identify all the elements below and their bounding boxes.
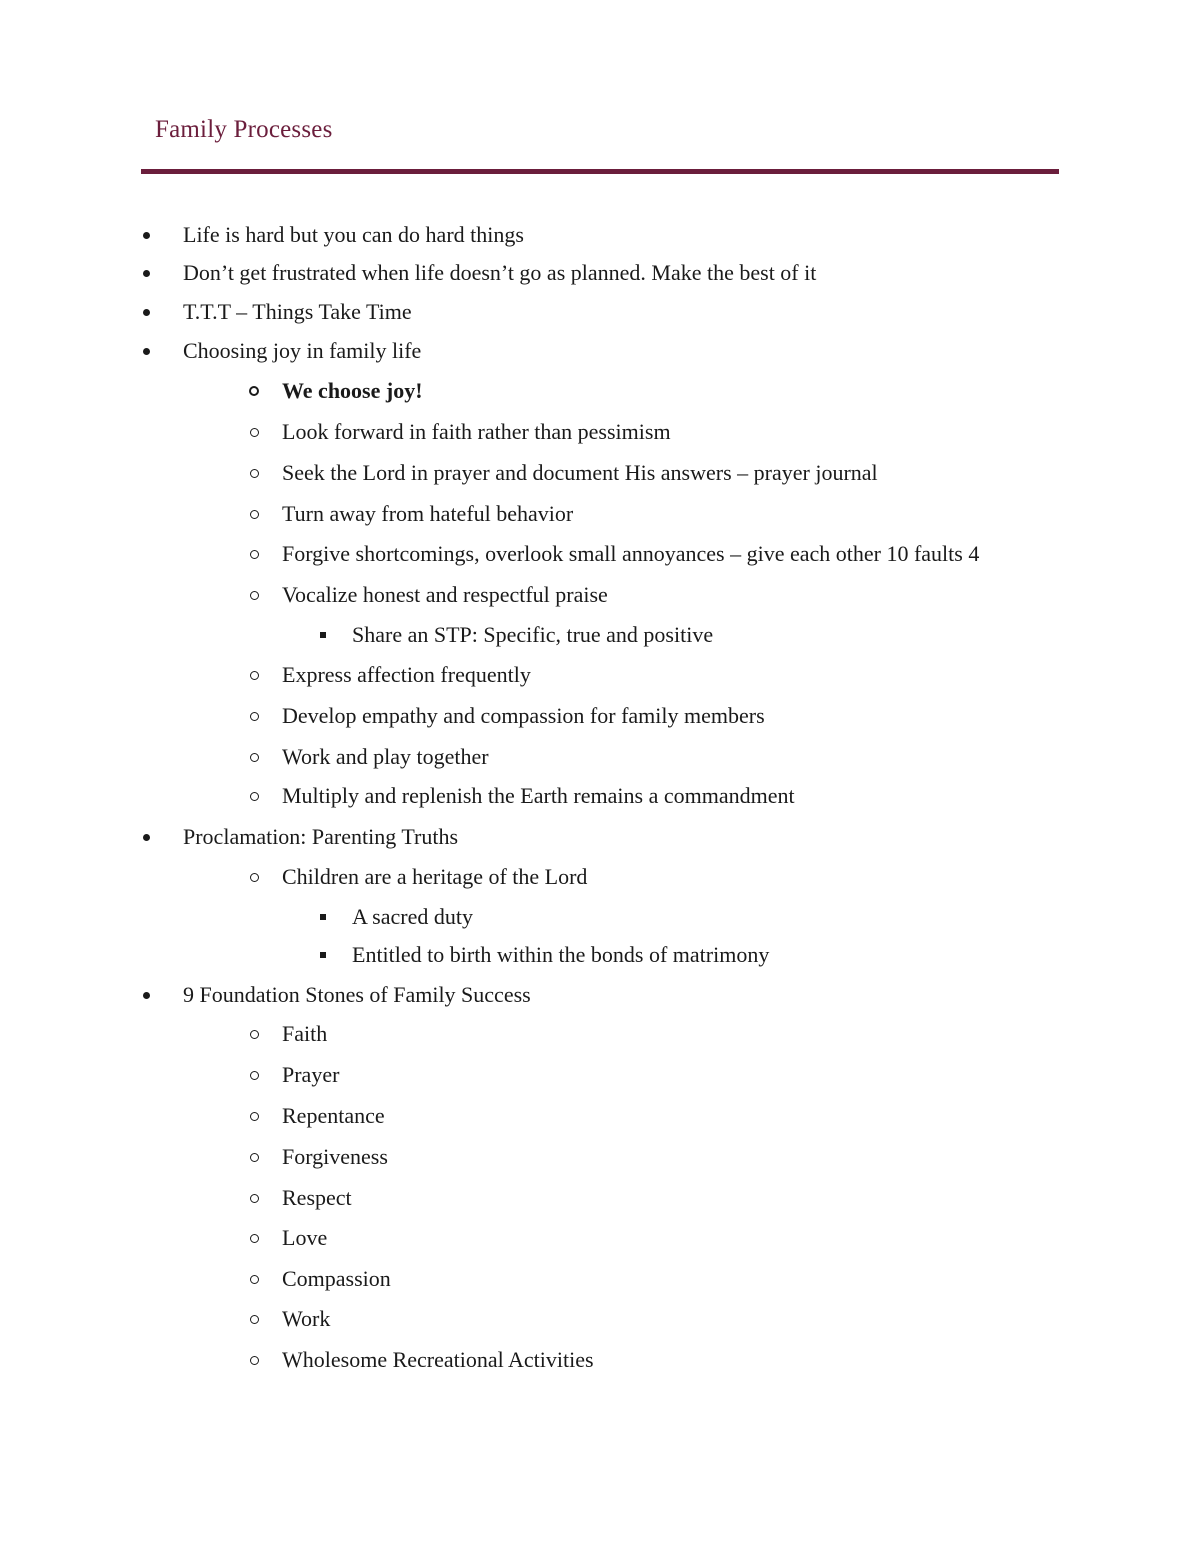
list-item-text: Look forward in faith rather than pessimism: [282, 419, 671, 444]
list-item-text: Multiply and replenish the Earth remains a commandment: [282, 783, 795, 808]
bullet-circle-icon: [248, 539, 260, 569]
list-item-text: 9 Foundation Stones of Family Success: [183, 982, 531, 1007]
bullet-circle-icon: [248, 660, 260, 690]
bullet-circle-icon: [248, 862, 260, 892]
bullet-disc-icon: [141, 297, 151, 327]
list-item-text: Develop empathy and compassion for family members: [282, 703, 765, 728]
list-item-text: Prayer: [282, 1062, 340, 1087]
list-item-text: Love: [282, 1225, 328, 1250]
bullet-disc-icon: [141, 220, 151, 250]
list-item-text: Faith: [282, 1021, 328, 1046]
bullet-circle-icon: [248, 1101, 260, 1131]
bullet-disc-icon: [141, 980, 151, 1010]
list-item-text: Forgiveness: [282, 1144, 388, 1169]
list-item-text: Express affection frequently: [282, 662, 531, 687]
list-item-text: Life is hard but you can do hard things: [183, 222, 524, 247]
list-item-text: Don’t get frustrated when life doesn’t go as planned. Make the best of it: [183, 260, 817, 285]
bullet-circle-icon: [248, 580, 260, 610]
list-item-text: Seek the Lord in prayer and document His answers – prayer journal: [282, 460, 878, 485]
list-item-text: T.T.T – Things Take Time: [183, 299, 412, 324]
list-item-text: Vocalize honest and respectful praise: [282, 582, 608, 607]
list-item-text: Entitled to birth within the bonds of matrimony: [352, 942, 770, 967]
bullet-circle-icon: [248, 1264, 260, 1294]
bullet-circle-icon: [248, 1142, 260, 1172]
bullet-circle-icon: [248, 499, 260, 529]
list-item-text: Repentance: [282, 1103, 385, 1128]
title-underline-divider: [141, 169, 1059, 174]
bullet-circle-icon: [248, 1183, 260, 1213]
list-item-text: Choosing joy in family life: [183, 338, 422, 363]
bullet-circle-icon: [248, 1304, 260, 1334]
bullet-circle-icon: [248, 781, 260, 811]
list-item-text: Compassion: [282, 1266, 391, 1291]
bullet-disc-icon: [141, 336, 151, 366]
list-item-text: Turn away from hateful behavior: [282, 501, 574, 526]
list-item-text: Work and play together: [282, 744, 489, 769]
list-item-text: Proclamation: Parenting Truths: [183, 824, 458, 849]
bullet-circle-icon: [248, 458, 260, 488]
page-title: Family Processes: [155, 116, 333, 143]
bullet-disc-icon: [141, 822, 151, 852]
bullet-circle-icon: [248, 742, 260, 772]
bullet-circle-icon: [248, 1060, 260, 1090]
list-item-text: Forgive shortcomings, overlook small annoyances – give each other 10 faults 4: [282, 541, 980, 566]
bullet-circle-icon: [248, 1345, 260, 1375]
list-item-text: Respect: [282, 1185, 352, 1210]
bullet-circle-icon: [248, 417, 260, 447]
bullet-circle-icon: [248, 376, 260, 406]
bullet-disc-icon: [141, 258, 151, 288]
list-item-text: Wholesome Recreational Activities: [282, 1347, 594, 1372]
bullet-square-icon: [318, 940, 328, 970]
list-item-text: Children are a heritage of the Lord: [282, 864, 588, 889]
list-item-text: A sacred duty: [352, 904, 473, 929]
bullet-square-icon: [318, 620, 328, 650]
bullet-circle-icon: [248, 1019, 260, 1049]
bullet-circle-icon: [248, 1223, 260, 1253]
list-item-text: Share an STP: Specific, true and positive: [352, 622, 714, 647]
bullet-square-icon: [318, 902, 328, 932]
list-item-text: Work: [282, 1306, 331, 1331]
bullet-circle-icon: [248, 701, 260, 731]
list-item-text: We choose joy!: [282, 378, 423, 403]
